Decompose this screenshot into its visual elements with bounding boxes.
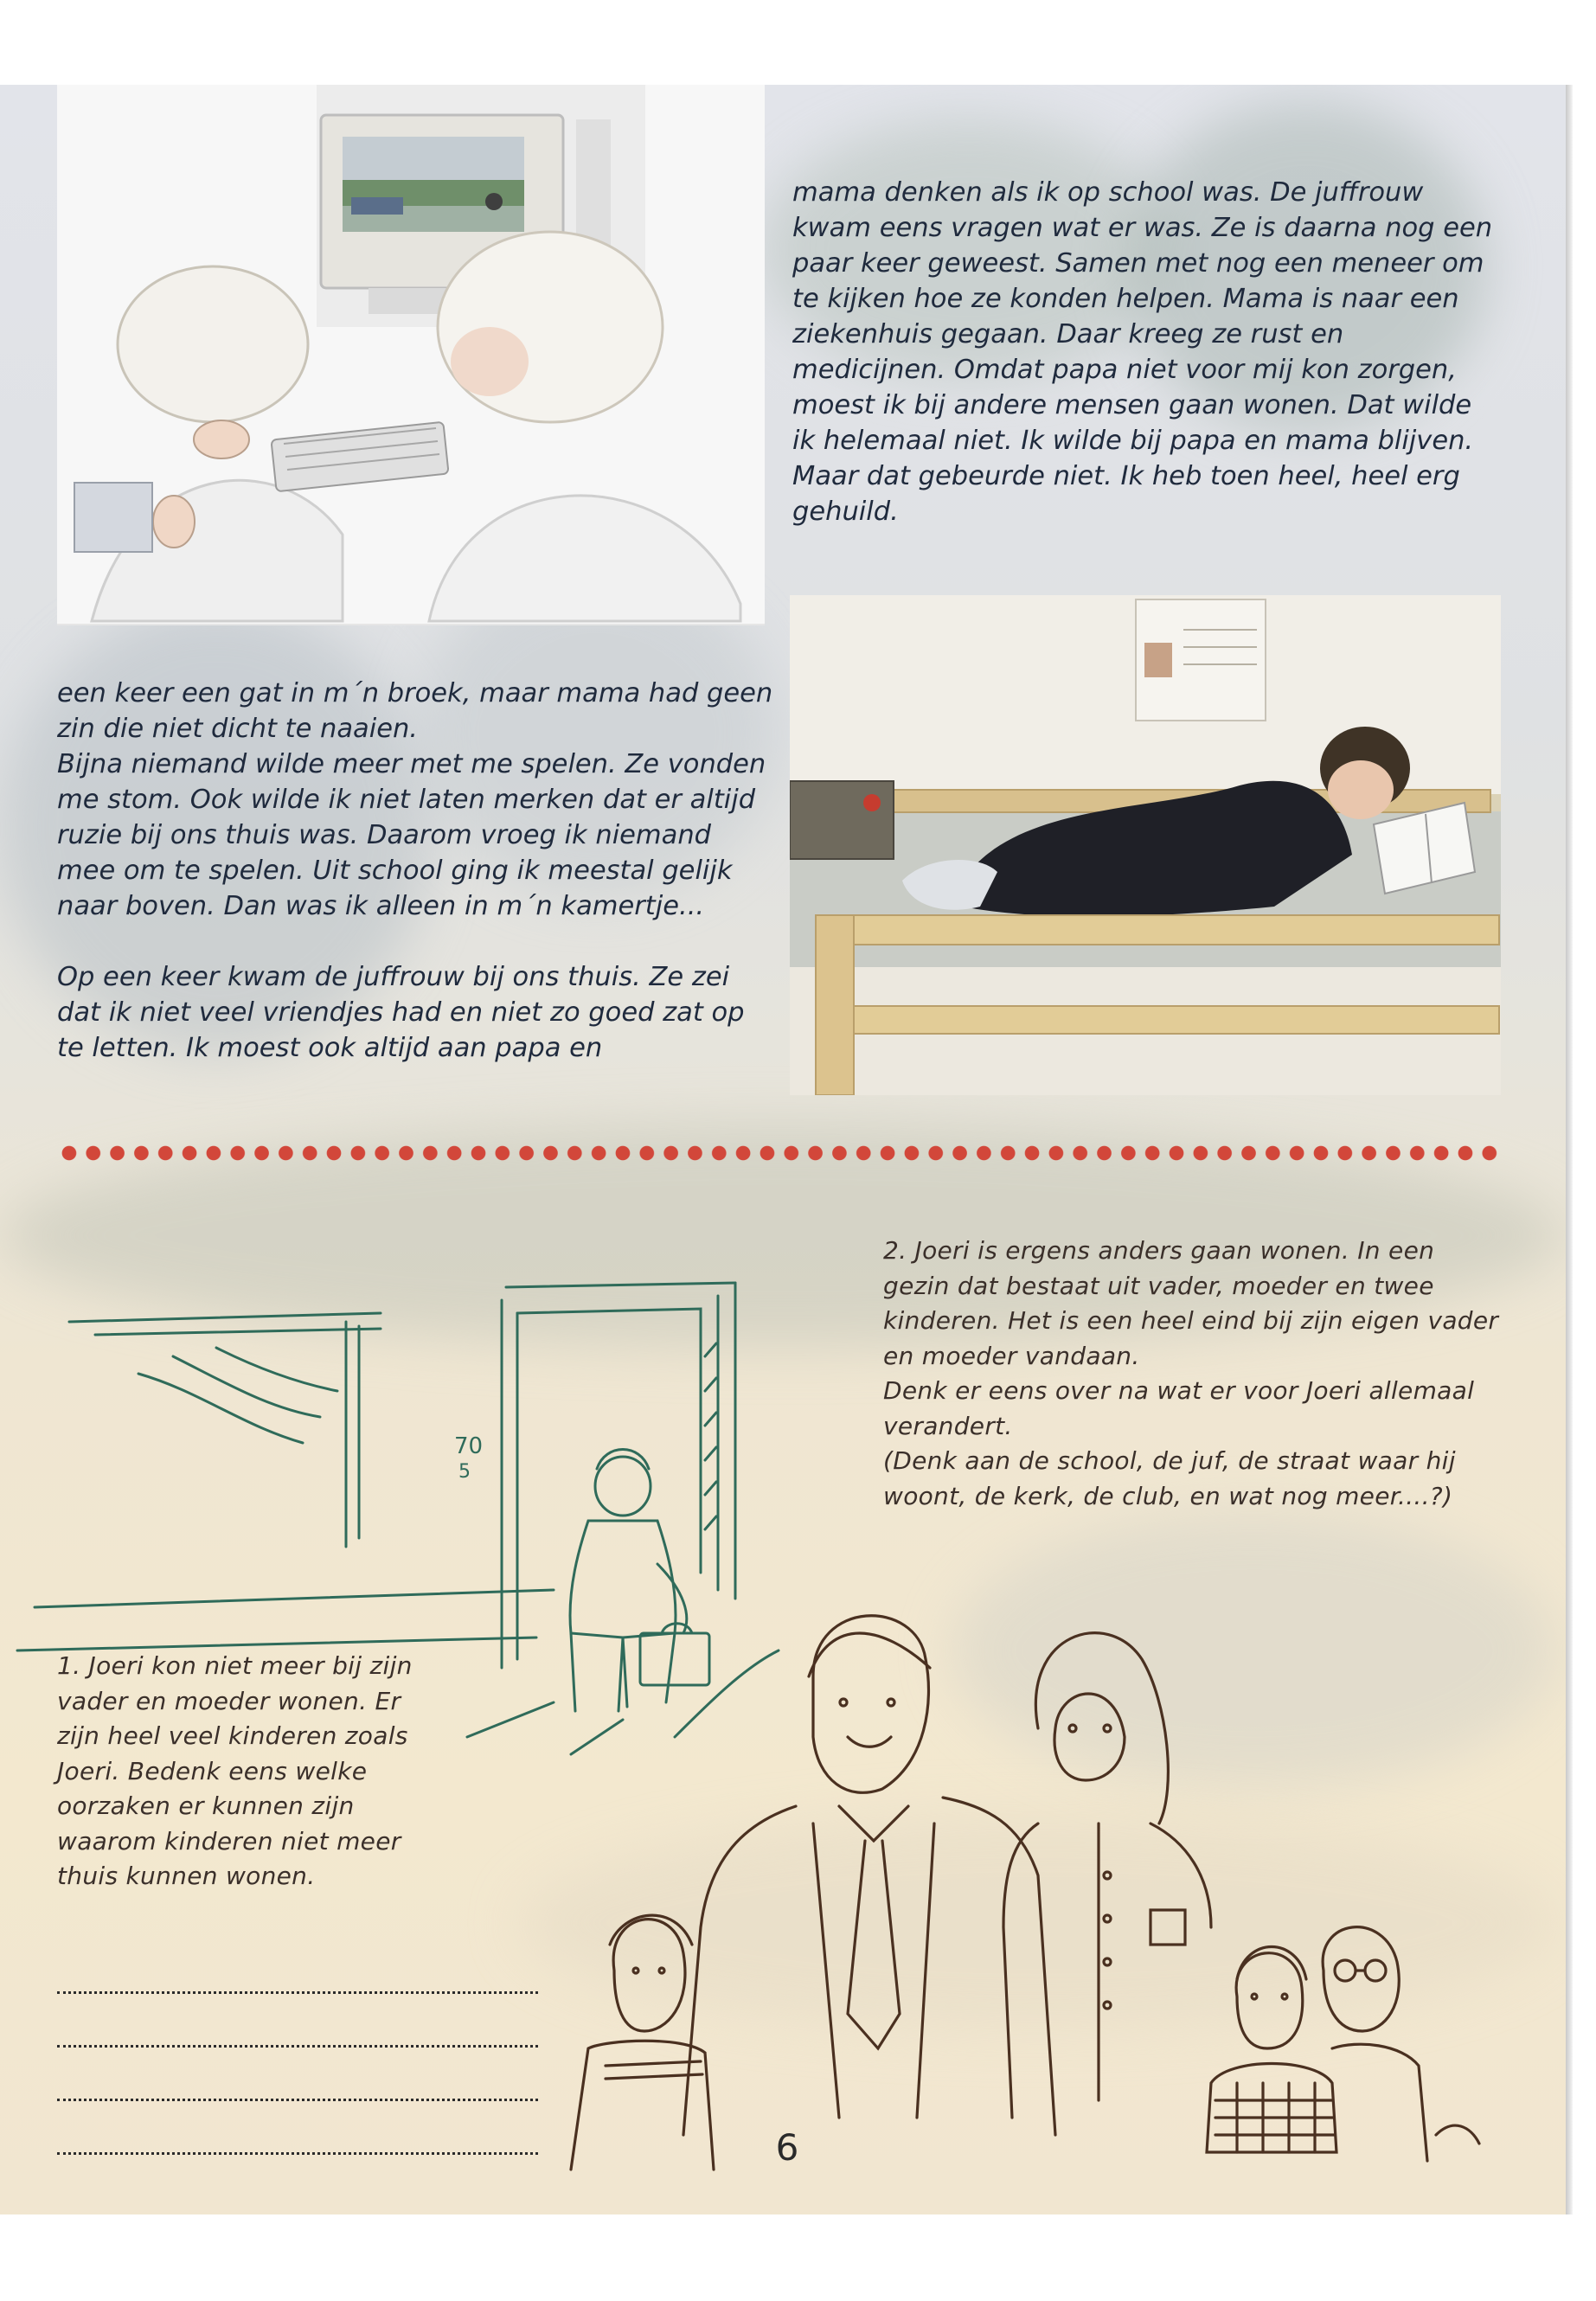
answer-line[interactable] — [57, 1994, 538, 2048]
computer-photo-illustration — [57, 85, 765, 625]
sketch-foster-family — [554, 1564, 1540, 2187]
answer-line[interactable] — [57, 2101, 538, 2155]
question-2-prompt: Denk er eens over na wat er voor Joeri allemaal verandert. — [883, 1376, 1475, 1440]
photo-children-at-computer — [57, 85, 765, 625]
question-2-hint: (Denk aan de school, de juf, de straat waar hij woont, de kerk, de club, en wat nog meer....?) — [883, 1446, 1456, 1510]
story-paragraph: Bijna niemand wilde meer met me spelen. Ze vonden me stom. Ook wilde ik niet laten merken dat er altijd ruzie bij ons thuis was. Daarom vroeg ik niemand mee om te spelen. Uit school ging ik meestal gelijk naar boven. Dan was ik alleen in m´n kamertje... — [57, 749, 766, 921]
booklet-page — [0, 85, 1566, 2214]
question-2-text: 2. Joeri is ergens anders gaan wonen. In een gezin dat bestaat uit vader, moeder en twee kinderen. Het is een heel eind bij zijn eigen vader en moeder vandaan. — [883, 1236, 1499, 1370]
question-1-text: 1. Joeri kon niet meer bij zijn vader en moeder wonen. Er zijn heel veel kinderen zoals Joeri. Bedenk eens welke oorzaken er kunnen zijn waarom kinderen niet meer thuis kunnen wonen. — [57, 1651, 413, 1890]
answer-line[interactable] — [57, 2048, 538, 2101]
photo-boy-reading-on-bed — [790, 595, 1501, 1095]
page-number: 6 — [775, 2126, 799, 2169]
answer-lines — [57, 1940, 538, 2155]
story-text-top-right: mama denken als ik op school was. De juffrouw kwam eens vragen wat er was. Ze is daarna nog een paar keer geweest. Samen met nog een meneer om te kijken hoe ze konden helpen. Mama is naar een ziekenhuis gegaan. Daar kreeg ze rust en medicijnen. Omdat papa niet voor mij kon zorgen, moest ik bij andere mensen gaan wonen. Dat wilde ik helemaal niet. Ik wilde bij papa en mama blijven. Maar dat gebeurde niet. Ik heb toen heel, heel erg gehuild. — [792, 177, 1493, 527]
story-text-left — [57, 676, 773, 1066]
door-number: 70 — [454, 1433, 484, 1459]
question-2 — [883, 1234, 1506, 1514]
story-paragraph: een keer een gat in m´n broek, maar mama had geen zin die niet dicht te naaien. — [57, 678, 773, 744]
story-paragraph: Op een keer kwam de juffrouw bij ons thuis. Ze zei dat ik niet veel vriendjes had en niet zo goed zat op te letten. Ik moest ook altijd aan papa en — [57, 962, 745, 1063]
door-number-2: 5 — [458, 1461, 471, 1483]
bed-photo-illustration — [790, 595, 1501, 1095]
dotted-separator — [57, 1144, 1502, 1162]
page-edge-shadow — [1566, 85, 1573, 2214]
paragraph-spacer — [57, 924, 773, 959]
answer-line[interactable] — [57, 1940, 538, 1994]
question-1 — [57, 1649, 438, 1894]
